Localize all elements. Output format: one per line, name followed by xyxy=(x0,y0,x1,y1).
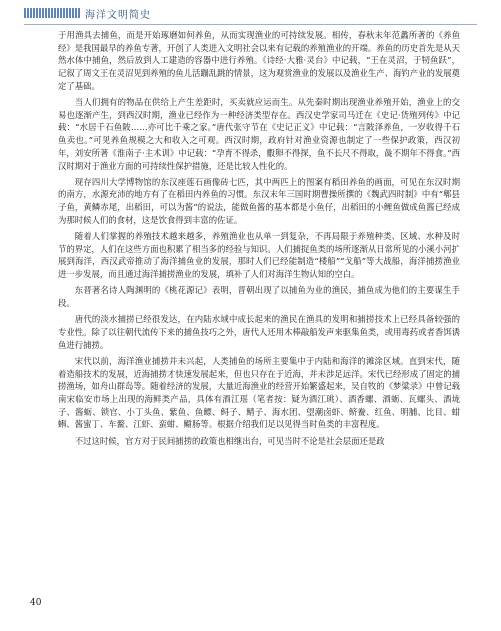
running-header xyxy=(24,6,151,20)
header-stripe-decoration xyxy=(24,8,80,18)
paragraph: 不过这时候，官方对于民间捕捞的政策也相继出台，可见当时不论是社会层面还是政 xyxy=(74,435,385,446)
paragraph: 东晋著名诗人陶渊明的《桃花源记》表明，晋朝出现了以捕鱼为业的渔民，捕鱼成为他们的主要谋生手段。 xyxy=(58,285,460,309)
paragraph: 唐代的淡水捕捞已经很发达，在内陆水域中成长起来的渔民在渔具的发明和捕捞技术上已经具备较强的专业性。除了以往朝代流传下来的捕鱼技巧之外，唐代人还用木棒敲船发声来驱集鱼类，或用毒药或者香饵诱鱼进行捕捞。 xyxy=(58,314,460,350)
page-number: 40 xyxy=(30,598,42,608)
paragraph: 现存四川大学博物馆的东汉座莲石画像砖七匹，其中两匹上的图案有稻田养鱼的画面，可见在东汉时期的南方，水源充沛的地方有了在稻田内养鱼的习惯。东汉末年三国时期曹操所撰的《魏武四时制》中有“郫县子鱼，黄鳞赤尾，出稻田，可以为酱”的说法，能做鱼酱的基本都是小鱼仔，出稻田的小鲤鱼做成鱼酱已经成为那时候人们的食材，这是饮食得到丰富的佐证。 xyxy=(58,176,460,225)
header-rule xyxy=(24,24,477,25)
paragraph: 于用渔具去捕鱼，而是开始琢磨如何养鱼，从而实现渔业的可持续发展。相传，春秋末年范蠡所著的《养鱼经》是我国最早的养鱼专著，开创了人类进入文明社会以来有记载的养殖渔业的开端。养鱼的历史首先是从天然水体中捕鱼，然后放到人工建造的容器中进行养殖。《诗经·大雅·灵台》中记载，“王在灵沼，于牣鱼跃”，记叙了周文王在灵沼见到养殖的鱼儿活蹦乱跳的情景，这为观赏渔业的发展以及渔业生产、海钓产业的发展奠定了基础。 xyxy=(58,30,460,91)
paragraph: 宋代以前，海洋渔业捕捞并未兴起，人类捕鱼的场所主要集中于内陆和海洋的滩涂区域。直到宋代，随着造船技术的发展，近海捕捞才快速发展起来，但也只存在于近海，并未涉足远洋。宋代已经形成了固定的捕捞渔场，如舟山群岛等。随着经济的发展，大量近海渔业的经营开始繁盛起来，吴自牧的《梦粱录》中曾记载南宋临安市场上出现的海鲜类产品，具体有酒江瑶（笔者按：疑为酒江珧）、酒香螺、酒蛎、瓦螺头、酒垅子、酱蛎、锁官、小丁头鱼、紫鱼、鱼鳔、鲟子、鲭子、海水团、望潮卤虾、鲚鲞、红鱼、明脯、比目、蚶蝌、酱蜜丁、车鳌、江虾、蛮蚶、鳚肠等。根据介绍我们足以见得当时鱼类的丰富程度。 xyxy=(58,355,460,430)
page-body xyxy=(58,29,460,451)
paragraph: 随着人们掌握的养殖技术越来越多，养殖渔业也从单一到复杂，不再局限于养殖种类、区域、水种及时节的界定，人们在这些方面也积累了相当多的经验与知识。人们捕捉鱼类的场所逐渐从日常所见的小溪小河扩展到海洋，西汉武帝推动了海洋捕鱼业的发展，那时人们已经能制造“楼船”“戈船”等大战船，海洋捕捞渔业进一步发展，而且通过海洋捕捞渔业的发展，填补了人们对海洋生物认知的空白。 xyxy=(58,231,460,280)
book-title: 海洋文明简史 xyxy=(85,9,151,21)
paragraph: 当人们拥有的物品在供给上产生差距时，买卖就应运而生。从先秦时期出现渔业养殖开始，渔业上的交易也逐渐产生，到西汉时期，渔业已经作为一种经济类型存在。西汉史学家司马迁在《史记·货殖列传》中记载：“水居千石鱼陂……亦可比千乘之家。”唐代张守节在《史记正义》中记载：“言陂泽养鱼，一岁收得千石鱼卖也。”可见养鱼规模之大和收入之可观。西汉时期，政府针对渔业资源也制定了一些保护政策，西汉初年，刘安所著《淮南子·主术训》中记载：“孕育不得杀，鷇卵不得探，鱼不长尺不得取，彘不期年不得食。”西汉时期对于渔业方面的可持续性保护措施，还是比较人性化的。 xyxy=(58,97,460,171)
